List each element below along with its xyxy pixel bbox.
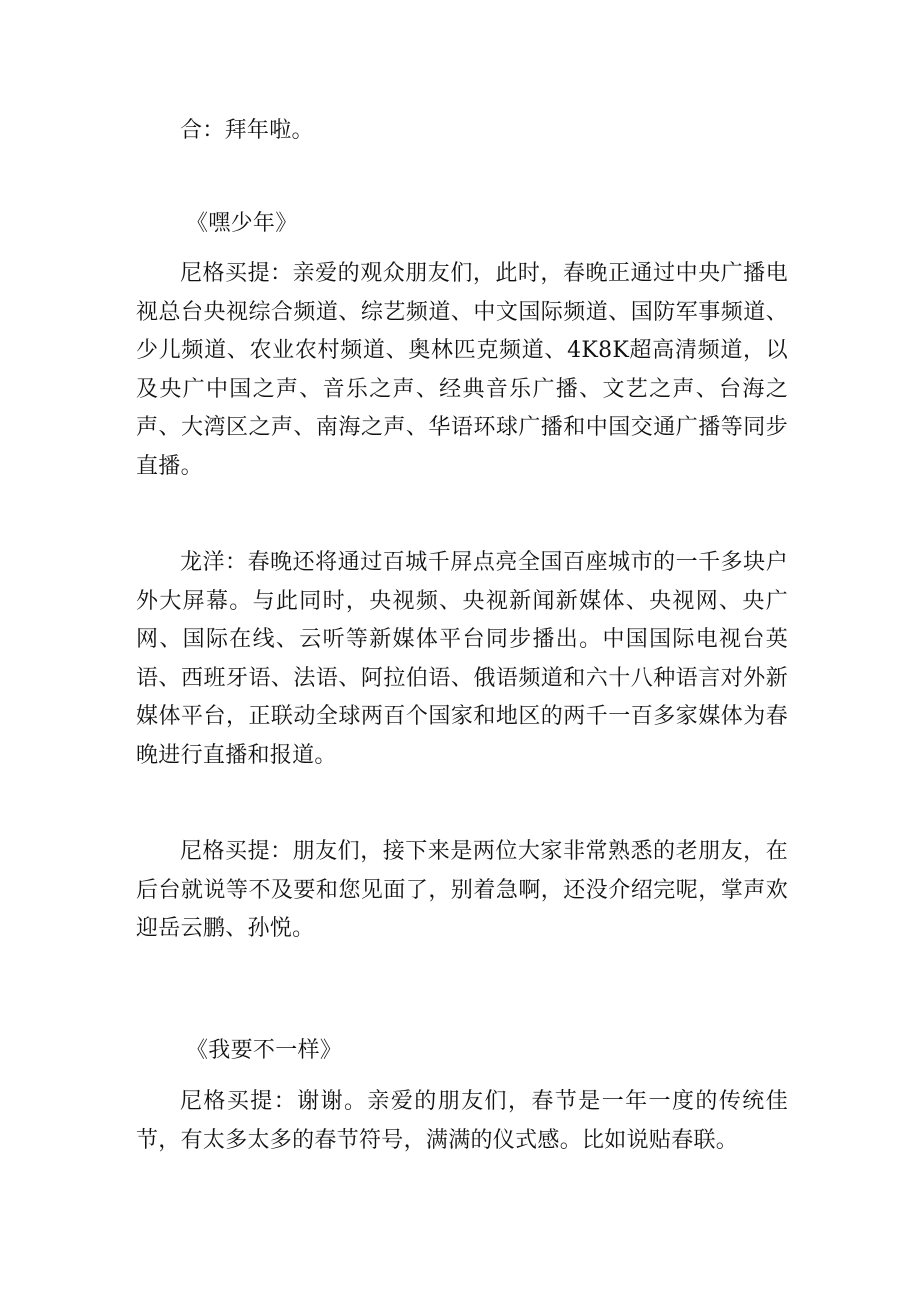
opening-line: 合：拜年啦。 [180,118,314,143]
paragraph-nigmat-spring-festival: 尼格买提：谢谢。亲爱的朋友们，春节是一年一度的传统佳节，有太多太多的春节符号，满满的仪式感。比如说贴春联。 [136,1089,788,1153]
paragraph-nigmat-introduce-guests: 尼格买提：朋友们，接下来是两位大家非常熟悉的老朋友，在后台就说等不及要和您见面了，别着急啊，还没介绍完呢，掌声欢迎岳云鹏、孙悦。 [136,839,788,942]
program-title-woyao-buyiyang: 《我要不一样》 [186,1038,343,1063]
program-title-hei-shaonian: 《嘿少年》 [186,211,298,236]
paragraph-longyang-new-media: 龙洋：春晚还将通过百城千屏点亮全国百座城市的一千多块户外大屏幕。与此同时，央视频、央视新闻新媒体、央视网、央广网、国际在线、云听等新媒体平台同步播出。中国国际电视台英语、西班牙语、法语、阿拉伯语、俄语频道和六十八种语言对外新媒体平台，正联动全球两百个国家和地区的两千一百多家媒体为春晚进行直播和报道。 [136,550,788,768]
paragraph-nigmat-broadcast-channels: 尼格买提：亲爱的观众朋友们，此时，春晚正通过中央广播电视总台央视综合频道、综艺频道、中文国际频道、国防军事频道、少儿频道、农业农村频道、奥林匹克频道、4K8K超高清频道，以及央广中国之声、音乐之声、经典音乐广播、文艺之声、台海之声、大湾区之声、南海之声、华语环球广播和中国交通广播等同步直播。 [136,261,788,479]
